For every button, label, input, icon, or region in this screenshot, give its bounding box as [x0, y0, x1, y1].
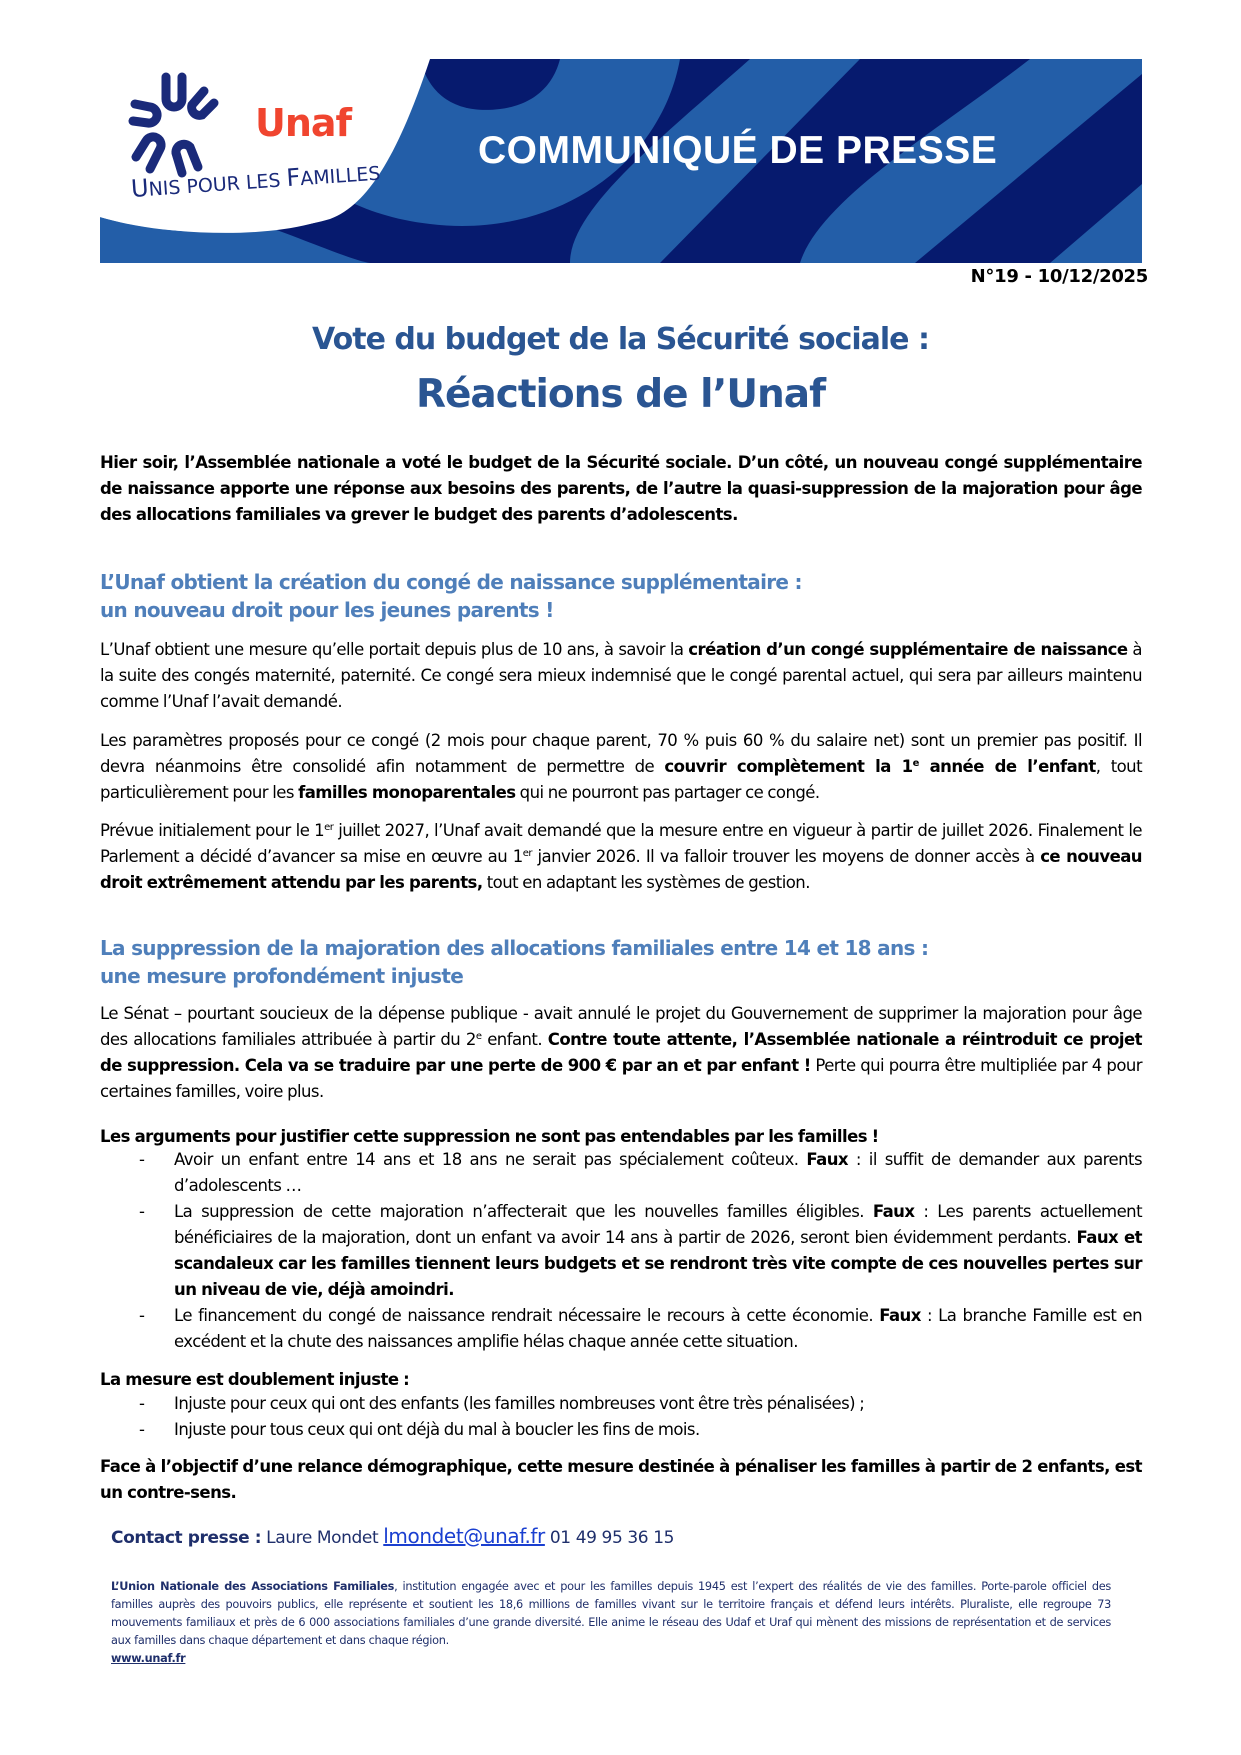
text: Injuste pour ceux qui ont des enfants (les familles nombreuses vont être très pénalisées) ; [174, 1394, 865, 1413]
section2-heading-line2: une mesure profondément injuste [100, 964, 464, 988]
section1-heading [100, 568, 1142, 624]
list-item [100, 1147, 1142, 1199]
section2-paragraph1 [100, 1001, 1142, 1105]
list-item [100, 1391, 1142, 1417]
press-contact [111, 1524, 674, 1548]
section1-heading-line2: un nouveau droit pour les jeunes parents ! [100, 598, 554, 622]
contact-label: Contact presse : [111, 1528, 262, 1548]
unfair-heading [100, 1367, 1142, 1393]
page-title-line1: Vote du budget de la Sécurité sociale : [312, 322, 929, 357]
unfair-heading-text: La mesure est doublement injuste : [100, 1370, 410, 1389]
text: janvier 2026. Il va falloir trouver les moyens de donner accès à [531, 847, 1041, 866]
closing-paragraph [100, 1454, 1142, 1506]
text: enfant. [481, 1030, 548, 1049]
unaf-logo-wordmark: Unaf [255, 101, 352, 145]
unaf-logo-emblem-icon [120, 69, 230, 179]
text: : il suffit de demander aux parents d’adolescents … [174, 1150, 1142, 1195]
bold-text: ce nouveau droit extrêmement attendu par les parents, [100, 847, 1142, 892]
website-link[interactable]: www.unaf.fr [111, 1652, 186, 1665]
list-item [100, 1199, 1142, 1303]
text: Le financement du congé de naissance rendrait nécessaire le recours à cette économie. [174, 1306, 880, 1325]
dash-bullet: - [139, 1394, 145, 1413]
text: : La branche Famille est en excédent et la chute des naissances amplifie hélas chaque année cette situation. [174, 1306, 1142, 1351]
text: Les paramètres proposés pour ce congé (2 mois pour chaque parent, 70 % puis 60 % du salaire net) sont un premier pas positif. Il devra néanmoins être consolidé afin notamment de permettre de [100, 731, 1142, 776]
unfair-list [100, 1391, 1142, 1443]
text: : Les parents actuellement bénéficiaires de la majoration, dont un enfant va avoir 14 ans à partir de 2026, seront bien évidemment perdants. [174, 1202, 1142, 1247]
press-release-banner [100, 59, 1142, 263]
closing-text: Face à l’objectif d’une relance démographique, cette mesure destinée à pénaliser les familles à partir de 2 enfants, est un contre-sens. [100, 1457, 1142, 1502]
contact-name: Laure Mondet [261, 1528, 384, 1548]
superscript: e [475, 1031, 482, 1042]
issue-number-date: N°19 - 10/12/2025 [970, 266, 1148, 287]
dash-bullet: - [139, 1202, 145, 1221]
list-item [100, 1417, 1142, 1443]
bold-text: année de l’enfant [918, 757, 1096, 776]
text: à la suite des congés maternité, paternité. Ce congé sera mieux indemnisé que le congé parental actuel, qui sera par ailleurs maintenu comme l’Unaf l’avait demandé. [100, 640, 1142, 711]
contact-phone: 01 49 95 36 15 [544, 1528, 675, 1548]
contact-email-link[interactable]: lmondet@unaf.fr [383, 1524, 545, 1548]
banner-title: COMMUNIQUÉ DE PRESSE [478, 129, 998, 172]
bold-text: familles monoparentales [298, 783, 516, 802]
section2-heading [100, 934, 1142, 990]
section1-paragraph1 [100, 637, 1142, 715]
bold-text: Faux [806, 1150, 849, 1169]
list-item [100, 1303, 1142, 1355]
text: qui ne pourront pas partager ce congé. [515, 783, 820, 802]
text: Avoir un enfant entre 14 ans et 18 ans ne serait pas spécialement coûteux. [174, 1150, 807, 1169]
superscript: e [912, 758, 919, 769]
section2-heading-line1: La suppression de la majoration des allocations familiales entre 14 et 18 ans : [100, 936, 929, 960]
logo-tagline: UNIS POUR LES FAMILLES [130, 162, 382, 203]
arguments-list [100, 1147, 1142, 1355]
text: tout en adaptant les systèmes de gestion. [482, 873, 810, 892]
bold-text: Faux [879, 1306, 921, 1325]
text: La suppression de cette majoration n’affecterait que les nouvelles familles éligibles. [174, 1202, 873, 1221]
text: Prévue initialement pour le 1 [100, 821, 325, 840]
intro-text: Hier soir, l’Assemblée nationale a voté le budget de la Sécurité sociale. D’un côté, un nouveau congé supplémentaire de naissance apporte une réponse aux besoins des parents, de l’autre la quasi-suppression de la majoration pour âge des allocations familiales va grever le budget des parents d’adolescents. [100, 453, 1142, 524]
text: L’Unaf obtient une mesure qu’elle portait depuis plus de 10 ans, à savoir la [100, 640, 689, 659]
section1-paragraph2 [100, 728, 1142, 806]
text: juillet 2027, l’Unaf avait demandé que la mesure entre en vigueur à partir de juillet 2026. Finalement le Parlement a décidé d’avancer sa mise en œuvre au 1 [100, 821, 1142, 866]
bold-text: Contre toute attente, l’Assemblée nationale a réintroduit ce projet de suppression. Cela va se traduire par une perte de 900 € par an et par enfant ! [100, 1030, 1142, 1075]
text: Perte qui pourra être multipliée par 4 pour certaines familles, voire plus. [100, 1056, 1143, 1101]
section1-paragraph3 [100, 818, 1142, 896]
bold-text: couvrir complètement la 1 [664, 757, 913, 776]
intro-paragraph [100, 450, 1142, 528]
bold-text: création d’un congé supplémentaire de naissance [688, 640, 1128, 659]
dash-bullet: - [139, 1420, 145, 1439]
text: , tout particulièrement pour les [100, 757, 1142, 802]
dash-bullet: - [139, 1306, 145, 1325]
section1-heading-line1: L’Unaf obtient la création du congé de naissance supplémentaire : [100, 570, 802, 594]
page-title-line2: Réactions de l’Unaf [415, 372, 826, 417]
footer-description: , institution engagée avec et pour les familles depuis 1945 est l’expert des réalités de vie des familles. Porte-parole officiel des familles auprès des pouvoirs publics, elle représente et soutient les 18,6 millions de familles vivant sur le territoire français et défend leurs intérêts. Pluraliste, elle regroupe 73 mouvements familiaux et près de 6 000 associations familiales d’une grande diversité. Elle anime le réseau des Udaf et Uraf qui mènent des missions de représentation et de services aux familles dans chaque département et dans chaque région. [111, 1580, 1111, 1647]
arguments-heading-text: Les arguments pour justifier cette suppression ne sont pas entendables par les familles ! [100, 1127, 879, 1146]
text: Le Sénat – pourtant soucieux de la dépense publique - avait annulé le projet du Gouvernement de supprimer la majoration pour âge des allocations familiales attribuée à partir du 2 [100, 1004, 1142, 1049]
superscript: er [522, 848, 532, 859]
text: Injuste pour tous ceux qui ont déjà du mal à boucler les fins de mois. [174, 1420, 700, 1439]
footer-org-name: L’Union Nationale des Associations Familiales [111, 1580, 395, 1593]
bold-text: Faux et scandaleux car les familles tiennent leurs budgets et se rendront très vite compte de ces nouvelles pertes sur un niveau de vie, déjà amoindri. [174, 1228, 1142, 1299]
dash-bullet: - [139, 1150, 145, 1169]
organization-footer [111, 1578, 1111, 1668]
superscript: er [324, 822, 334, 833]
bold-text: Faux [872, 1202, 915, 1221]
